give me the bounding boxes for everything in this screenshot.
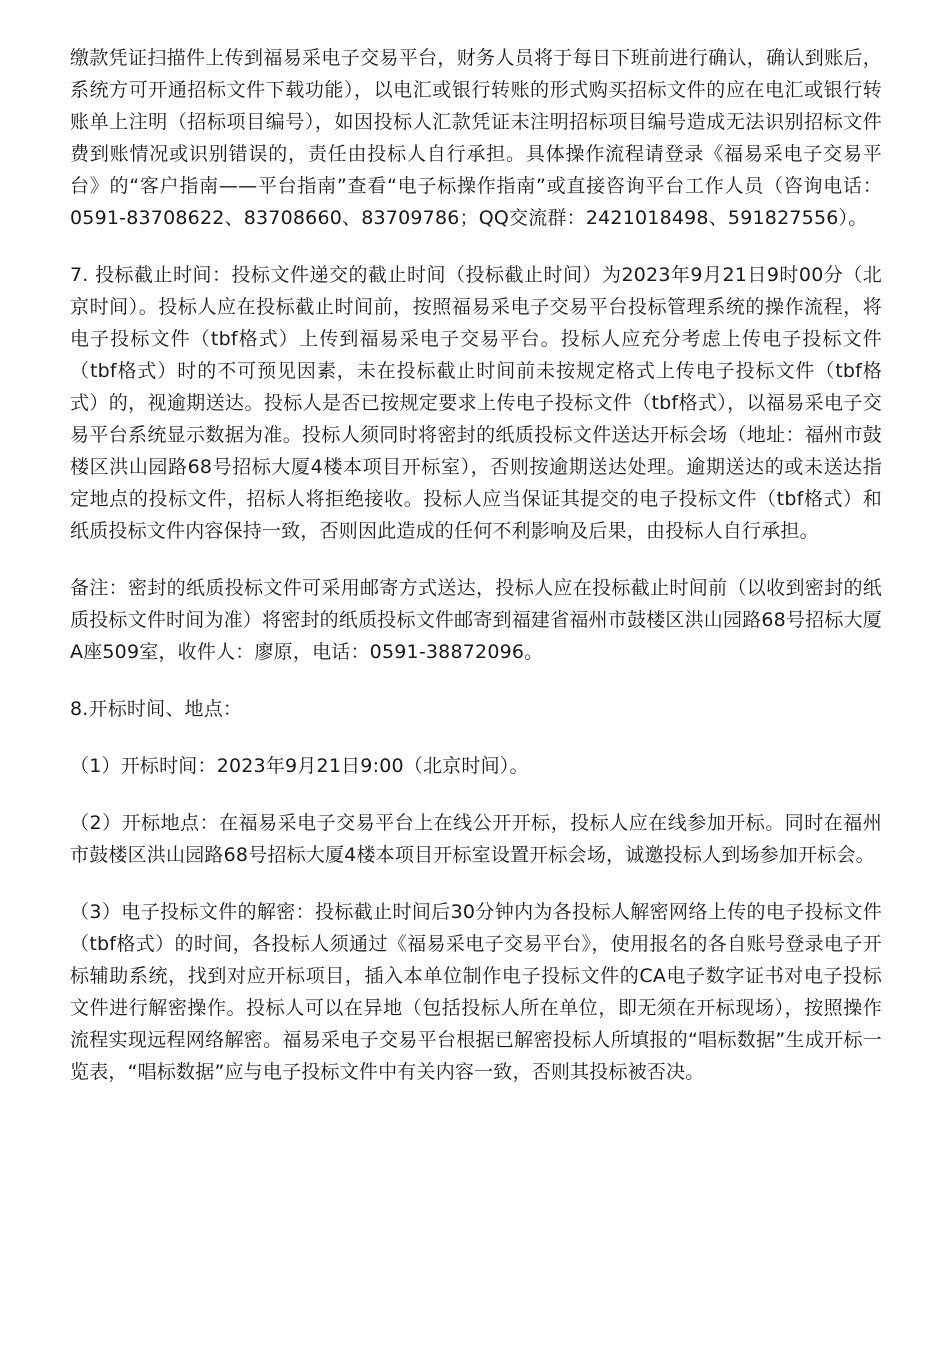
section-8-heading: 8.开标时间、地点：: [70, 698, 243, 720]
bid-deadline-paragraph: 7. 投标截止时间：投标文件递交的截止时间（投标截止时间）为2023年9月21日9时00分（北京时间）。投标人应在投标截止时间前，按照福易采电子交易平台投标管理系统的操作流程，将电子投标文件（tbf格式）上传到福易采电子交易平台。投标人应充分考虑上传电子投标文件（tbf格式）时的不可预见因素，未在投标截止时间前未按规定格式上传电子投标文件（tbf格式）的，视逾期送达。投标人是否已按规定要求上传电子投标文件（tbf格式），以福易采电子交易平台系统显示数据为准。投标人须同时将密封的纸质投标文件送达开标会场（地址：福州市鼓楼区洪山园路68号招标大厦4楼本项目开标室），否则按逾期送达处理。逾期送达的或未送达指定地点的投标文件，招标人将拒绝接收。投标人应当保证其提交的电子投标文件（tbf格式）和纸质投标文件内容保持一致，否则因此造成的任何不利影响及后果，由投标人自行承担。: [70, 264, 882, 542]
payment-procedure-paragraph: 缴款凭证扫描件上传到福易采电子交易平台，财务人员将于每日下班前进行确认，确认到账后，系统方可开通招标文件下载功能），以电汇或银行转账的形式购买招标文件的应在电汇或银行转账单上注明（招标项目编号），如因投标人汇款凭证未注明招标项目编号造成无法识别招标文件费到账情况或识别错误的，责任由投标人自行承担。具体操作流程请登录《福易采电子交易平台》的“客户指南——平台指南”查看“电子标操作指南”或直接咨询平台工作人员（咨询电话：0591-83708622、83708660、83709786；QQ交流群：2421018498、591827556）。: [70, 47, 882, 229]
opening-location-paragraph: （2）开标地点：在福易采电子交易平台上在线公开开标，投标人应在线参加开标。同时在福州市鼓楼区洪山园路68号招标大厦4楼本项目开标室设置开标会场，诚邀投标人到场参加开标会。: [70, 812, 882, 866]
remark-mailing-paragraph: 备注：密封的纸质投标文件可采用邮寄方式送达，投标人应在投标截止时间前（以收到密封的纸质投标文件时间为准）将密封的纸质投标文件邮寄到福建省福州市鼓楼区洪山园路68号招标大厦A座509室，收件人：廖原，电话：0591-38872096。: [70, 577, 882, 663]
opening-time-paragraph: （1）开标时间：2023年9月21日9:00（北京时间）。: [70, 755, 529, 777]
document-page: [70, 42, 882, 1113]
decryption-paragraph: （3）电子投标文件的解密：投标截止时间后30分钟内为各投标人解密网络上传的电子投标文件（tbf格式）的时间，各投标人须通过《福易采电子交易平台》，使用报名的各自账号登录电子开标辅助系统，找到对应开标项目，插入本单位制作电子投标文件的CA电子数字证书对电子投标文件进行解密操作。投标人可以在异地（包括投标人所在单位，即无须在开标现场），按照操作流程实现远程网络解密。福易采电子交易平台根据已解密投标人所填报的“唱标数据”生成开标一览表，“唱标数据”应与电子投标文件中有关内容一致，否则其投标被否决。: [70, 901, 882, 1083]
